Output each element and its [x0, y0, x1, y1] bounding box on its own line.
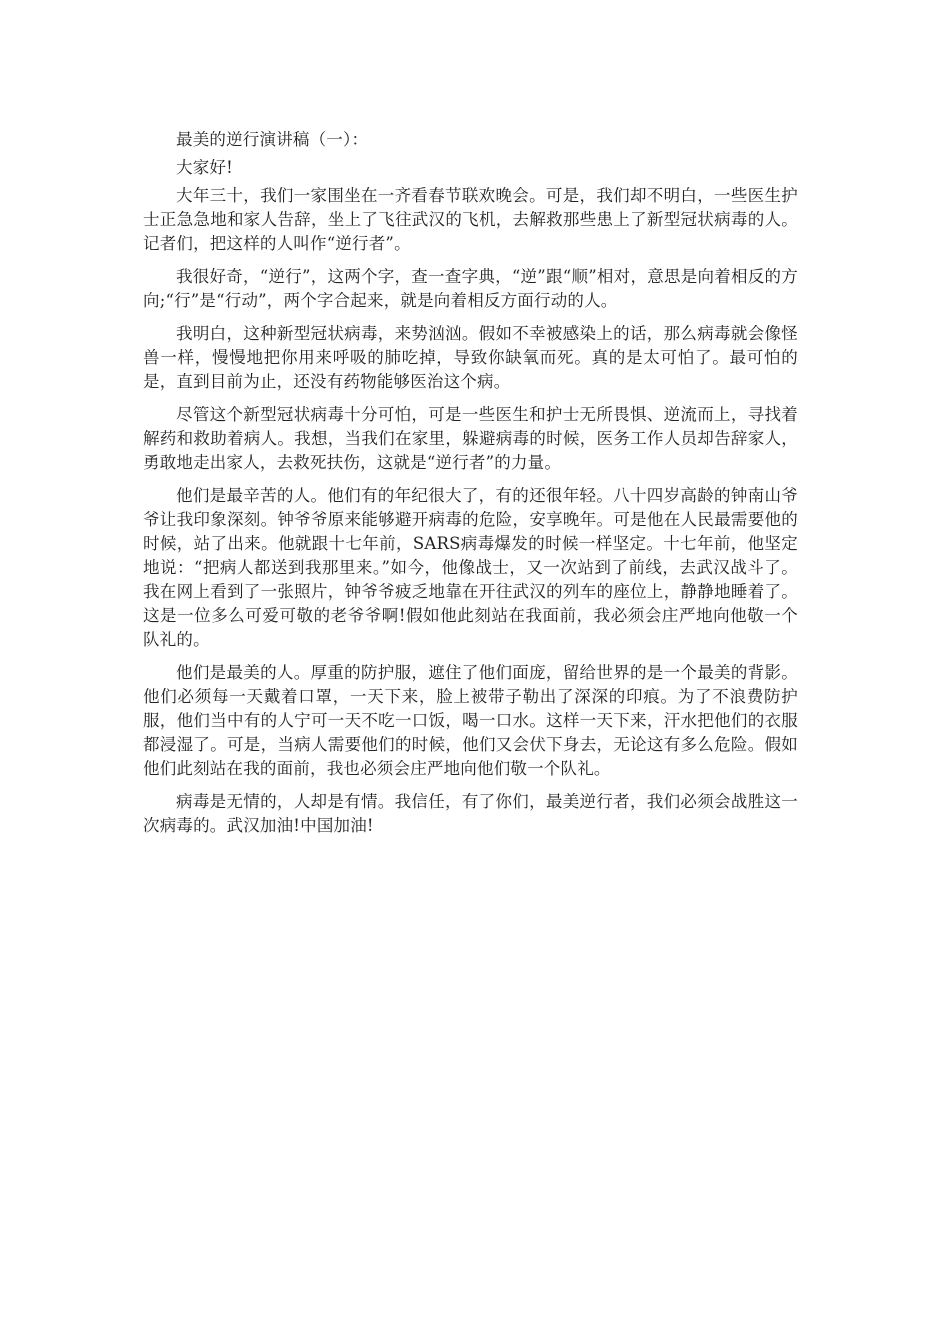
paragraph-7: 病毒是无情的，人却是有情。我信任，有了你们，最美逆行者，我们必须会战胜这一次病毒的。武汉加油!中国加油!	[143, 792, 798, 835]
paragraph-2: 我很好奇，“逆行”，这两个字，查一查字典，“逆”跟“顺”相对，意思是向着相反的方向;“行”是“行动”，两个字合起来，就是向着相反方面行动的人。	[143, 267, 798, 310]
paragraph-1: 大年三十，我们一家围坐在一齐看春节联欢晚会。可是，我们却不明白，一些医生护士正急急地和家人告辞，坐上了飞往武汉的飞机，去解救那些患上了新型冠状病毒的人。记者们，把这样的人叫作“逆行者”。	[143, 186, 798, 253]
paragraph-4: 尽管这个新型冠状病毒十分可怕，可是一些医生和护士无所畏惧、逆流而上，寻找着解药和救助着病人。我想，当我们在家里，躲避病毒的时候，医务工作人员却告辞家人，勇敢地走出家人，去救死扶伤，这就是“逆行者”的力量。	[143, 405, 798, 472]
greeting: 大家好!	[176, 158, 233, 177]
document-title: 最美的逆行演讲稿（一）：	[176, 130, 369, 149]
paragraph-5: 他们是最辛苦的人。他们有的年纪很大了，有的还很年轻。八十四岁高龄的钟南山爷爷让我印象深刻。钟爷爷原来能够避开病毒的危险，安享晚年。可是他在人民最需要他的时候，站了出来。他就跟十七年前，SARS病毒爆发的时候一样坚定。十七年前，他坚定地说：“把病人都送到我那里来。”如今，他像战士，又一次站到了前线，去武汉战斗了。我在网上看到了一张照片，钟爷爷疲乏地靠在开往武汉的列车的座位上，静静地睡着了。这是一位多么可爱可敬的老爷爷啊!假如他此刻站在我面前，我必须会庄严地向他敬一个队礼的。	[143, 486, 798, 649]
document-page	[143, 128, 798, 847]
paragraph-3: 我明白，这种新型冠状病毒，来势汹汹。假如不幸被感染上的话，那么病毒就会像怪兽一样，慢慢地把你用来呼吸的肺吃掉，导致你缺氧而死。真的是太可怕了。最可怕的是，直到目前为止，还没有药物能够医治这个病。	[143, 324, 798, 391]
paragraph-6: 他们是最美的人。厚重的防护服，遮住了他们面庞，留给世界的是一个最美的背影。他们必须每一天戴着口罩，一天下来，脸上被带子勒出了深深的印痕。为了不浪费防护服，他们当中有的人宁可一天不吃一口饭，喝一口水。这样一天下来，汗水把他们的衣服都浸湿了。可是，当病人需要他们的时候，他们又会伏下身去，无论这有多么危险。假如他们此刻站在我的面前，我也必须会庄严地向他们敬一个队礼。	[143, 663, 798, 778]
